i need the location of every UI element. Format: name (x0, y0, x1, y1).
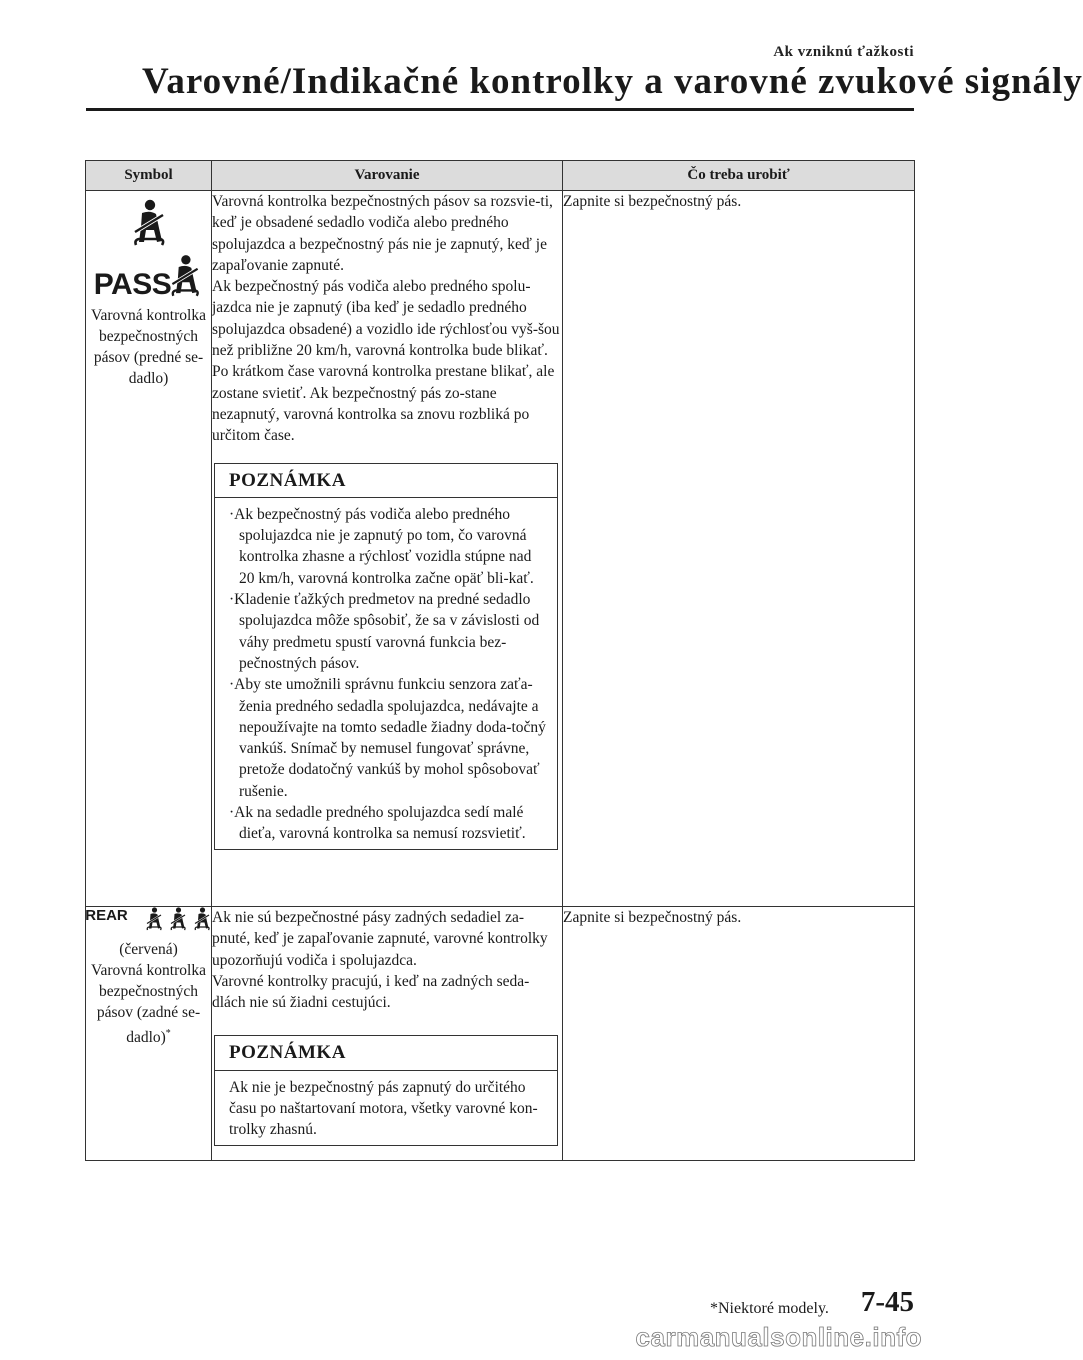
color-note: (červená) (119, 941, 178, 958)
table-row (86, 907, 915, 1161)
rear-label: REAR (85, 907, 128, 924)
pass-seatbelt-icon (86, 253, 211, 299)
warning-lights-table (85, 160, 915, 1161)
action-cell (563, 191, 915, 907)
col-header-warning: Varovanie (212, 161, 563, 191)
warning-cell (212, 907, 563, 1161)
note-item: ·Ak na sedadle predného spolujazdca sedí malé dieťa, varovná kontrolka sa nemusí rozsvietiť. (229, 804, 526, 843)
note-body (215, 498, 557, 849)
header-rule (86, 108, 914, 111)
note-box (214, 1035, 558, 1145)
note-item: ·Kladenie ťažkých predmetov na predné sedadlo spolujazdca môže spôsobiť, že sa v závislosti od váhy predmetu spustí varovná funkcia bez-pečnostných pásov. (229, 591, 540, 672)
note-item: Ak nie je bezpečnostný pás zapnutý do určitého času po naštartovaní motora, všetky varovné kon-trolky zhasnú. (229, 1078, 538, 1139)
note-title: POZNÁMKA (215, 464, 557, 498)
note-box (214, 463, 558, 850)
action-text: Zapnite si bezpečnostný pás. (563, 909, 742, 926)
warning-paragraph: Varovné kontrolky pracujú, i keď na zadných seda-dlách nie sú žiadni cestujúci. (212, 972, 530, 1012)
seatbelt-icon (144, 907, 164, 931)
table-header-row (86, 161, 915, 191)
warning-cell (212, 191, 563, 907)
seatbelt-icon (86, 199, 211, 253)
symbol-caption: Varovná kontrolka bezpečnostných pásov (predné se-dadlo) (91, 307, 206, 387)
page-number: 7-45 (860, 1286, 914, 1318)
note-title: POZNÁMKA (215, 1036, 557, 1070)
warning-paragraph: Ak nie sú bezpečnostné pásy zadných sedadiel za-pnuté, keď je zapaľovanie zapnuté, varovné kontrolky upozorňujú vodiča i spolujazdca. (212, 909, 548, 969)
note-item: ·Aby ste umožnili správnu funkciu senzora zaťa-ženia predného sedadla spolujazdca, nedávajte a nepoužívajte na tomto sedadle žiadny doda-točný vankúš. Snímač by nemusel fungovať správne, pretože dodatočný vankúš by mohol spôsobovať rušenie. (229, 676, 546, 800)
action-cell (563, 907, 915, 1161)
footnote-mark: * (165, 1028, 171, 1039)
table-row (86, 191, 915, 907)
seatbelt-icon (168, 907, 188, 931)
page-title: Varovné/Indikačné kontrolky a varovné zvukové signály (142, 61, 1083, 102)
col-header-action: Čo treba urobiť (563, 161, 915, 191)
symbol-caption: Varovná kontrolka bezpečnostných pásov (zadné se-dadlo)* (91, 962, 206, 1047)
symbol-cell (86, 191, 212, 907)
warning-paragraph: Ak bezpečnostný pás vodiča alebo predného spolu-jazdca nie je zapnutý (iba keď je sedadlo predného spolujazdca obsadené) a vozidlo ide rýchlosťou vyš-šou než približne 20 km/h, varovná kontrolka bude blikať. Po krátkom čase varovná kontrolka prestane blikať, ale zostane svietiť. Ak bezpečnostný pás zo-stane nezapnutý, varovná kontrolka sa znovu rozbliká po určitom čase. (212, 278, 560, 445)
section-title: Ak vzniknú ťažkosti (773, 44, 914, 60)
seatbelt-icon (192, 907, 212, 931)
watermark: carmanualsonline.info (635, 1322, 922, 1352)
symbol-cell (86, 907, 212, 1161)
action-text: Zapnite si bezpečnostný pás. (563, 193, 742, 210)
warning-paragraph: Varovná kontrolka bezpečnostných pásov sa rozsvie-ti, keď je obsadené sedadlo vodiča alebo predného spolujazdca a bezpečnostný pás nie je zapnutý, keď je zapaľovanie zapnuté. (212, 193, 553, 274)
col-header-symbol: Symbol (86, 161, 212, 191)
rear-seatbelt-icons (86, 907, 211, 931)
footnote: *Niektoré modely. (710, 1300, 829, 1317)
note-item: ·Ak bezpečnostný pás vodiča alebo predného spolujazdca nie je zapnutý po tom, čo varovná kontrolka zhasne a rýchlosť vozidla stúpne nad 20 km/h, varovná kontrolka začne opäť bli-kať. (229, 505, 534, 587)
note-body (215, 1071, 557, 1145)
pass-label: PASS (93, 268, 172, 301)
